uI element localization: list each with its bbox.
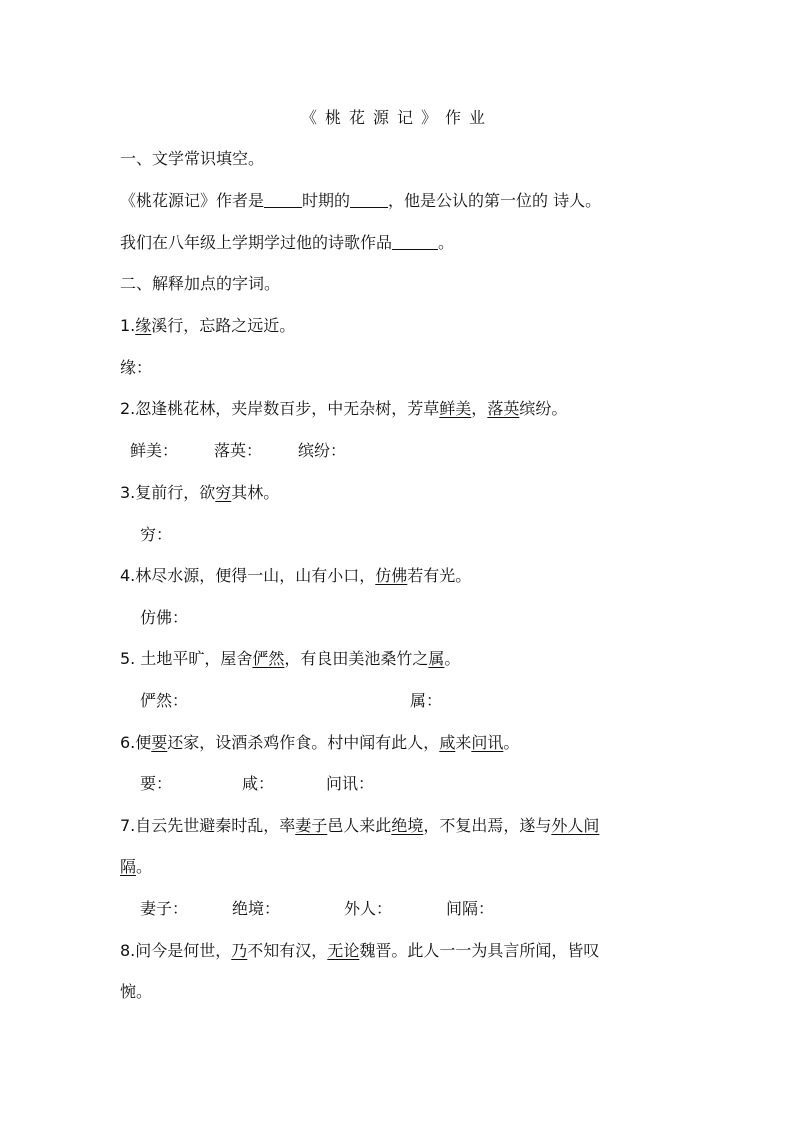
answer-5: 俨然： 属： <box>140 691 443 710</box>
question-8-cont: 惋。 <box>120 982 153 1001</box>
question-8: 8.问今是何世，乃不知有汉，无论魏晋。此人一一为具言所闻，皆叹 <box>120 941 600 960</box>
answer-2: 鲜美： 落英： 缤纷： <box>130 441 347 460</box>
answer-4: 仿佛： <box>140 608 189 627</box>
question-6: 6.便要还家，设酒杀鸡作食。村中闻有此人，咸来问讯。 <box>120 733 520 752</box>
question-1: 1.缘溪行，忘路之远近。 <box>120 316 296 335</box>
fill-blank-line-1: 《桃花源记》作者是 时期的 ，他是公认的第一位的 诗人。 <box>120 191 602 210</box>
section2-heading: 二、解释加点的字词。 <box>120 274 281 293</box>
answer-7: 妻子： 绝境： 外人： 间隔： <box>140 899 495 918</box>
blank-poem[interactable] <box>392 233 438 250</box>
answer-6: 要： 咸： 问讯： <box>140 774 375 793</box>
blank-author[interactable] <box>350 191 388 208</box>
question-7-cont: 隔。 <box>120 857 153 876</box>
answer-3: 穷： <box>140 525 173 544</box>
answer-1: 缘： <box>120 358 153 377</box>
question-2: 2.忽逢桃花林，夹岸数百步，中无杂树，芳草鲜美，落英缤纷。 <box>120 399 568 418</box>
fill-blank-line-2: 我们在八年级上学期学过他的诗歌作品 。 <box>120 233 455 252</box>
blank-era[interactable] <box>264 191 302 208</box>
question-5: 5. 土地平旷，屋舍俨然，有良田美池桑竹之属。 <box>120 649 461 668</box>
page-title: 《桃花源记》作业 <box>300 108 493 127</box>
question-3: 3.复前行，欲穷其林。 <box>120 483 280 502</box>
question-7: 7.自云先世避秦时乱，率妻子邑人来此绝境，不复出焉，遂与外人间 <box>120 816 600 835</box>
question-4: 4.林尽水源，便得一山，山有小口，仿佛若有光。 <box>120 566 472 585</box>
section1-heading: 一、文学常识填空。 <box>120 149 265 168</box>
